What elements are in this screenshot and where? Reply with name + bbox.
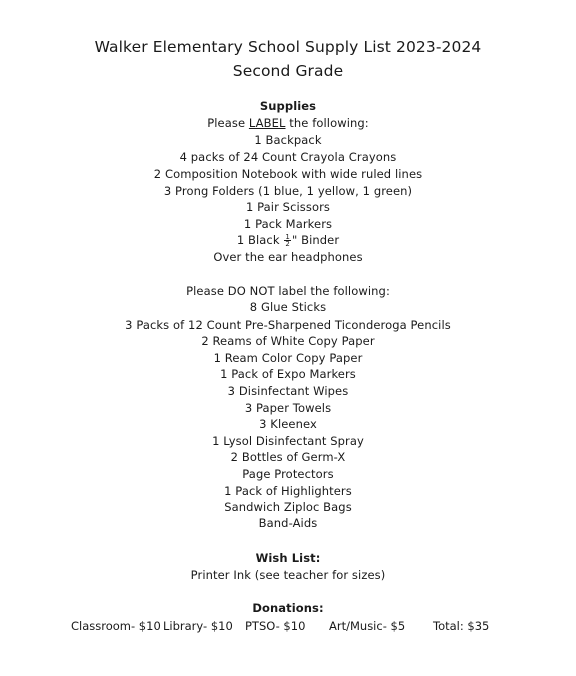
- binder-item-prefix: 1 Black: [236, 233, 284, 247]
- fraction-numerator: 1: [285, 233, 290, 241]
- donation-total: Total: $35: [433, 619, 490, 633]
- document-title: Walker Elementary School Supply List 2023-2024: [94, 38, 482, 56]
- list-item: 2 Composition Notebook with wide ruled lines: [153, 167, 423, 181]
- list-item: 1 Pack of Highlighters: [224, 484, 352, 498]
- binder-item: [0, 233, 576, 247]
- list-item: 3 Packs of 12 Count Pre-Sharpened Ticonderoga Pencils: [125, 318, 451, 332]
- list-item: 1 Pack of Expo Markers: [220, 367, 356, 381]
- donation-ptso: PTSO- $10: [245, 619, 306, 633]
- donation-classroom: Classroom- $10: [71, 619, 161, 633]
- list-item: 3 Kleenex: [259, 417, 317, 431]
- wish-list-heading: Wish List:: [255, 551, 321, 565]
- list-item: 1 Ream Color Copy Paper: [213, 351, 363, 365]
- label-instruction-underlined: LABEL: [248, 116, 286, 130]
- list-item: 4 packs of 24 Count Crayola Crayons: [179, 150, 397, 164]
- fraction-denominator: 2: [285, 240, 290, 248]
- list-item: Sandwich Ziploc Bags: [224, 500, 352, 514]
- label-instruction: [0, 116, 576, 130]
- list-item: 3 Paper Towels: [244, 401, 332, 415]
- no-label-instruction: Please DO NOT label the following:: [186, 284, 390, 298]
- donations-row: [0, 619, 576, 635]
- list-item: 2 Bottles of Germ-X: [230, 450, 346, 464]
- grade-subtitle: Second Grade: [232, 62, 344, 80]
- donation-library: Library- $10: [163, 619, 233, 633]
- list-item: 1 Pack Markers: [243, 217, 333, 231]
- label-instruction-prefix: Please: [207, 116, 249, 130]
- list-item: 2 Reams of White Copy Paper: [201, 334, 375, 348]
- list-item: 8 Glue Sticks: [249, 300, 327, 314]
- list-item: 3 Disinfectant Wipes: [227, 384, 349, 398]
- list-item: Over the ear headphones: [213, 250, 363, 264]
- binder-item-suffix: " Binder: [291, 233, 340, 247]
- list-item: 3 Prong Folders (1 blue, 1 yellow, 1 green): [163, 184, 413, 198]
- donations-heading: Donations:: [252, 601, 324, 615]
- label-instruction-suffix: the following:: [285, 116, 369, 130]
- list-item: Band-Aids: [258, 516, 318, 530]
- list-item: 1 Pair Scissors: [245, 200, 331, 214]
- wish-list-item: Printer Ink (see teacher for sizes): [190, 568, 386, 582]
- list-item: 1 Lysol Disinfectant Spray: [212, 434, 364, 448]
- half-fraction: [284, 234, 291, 247]
- list-item: Page Protectors: [242, 467, 334, 481]
- donation-art-music: Art/Music- $5: [329, 619, 406, 633]
- list-item: 1 Backpack: [254, 133, 322, 147]
- supplies-heading: Supplies: [259, 99, 317, 113]
